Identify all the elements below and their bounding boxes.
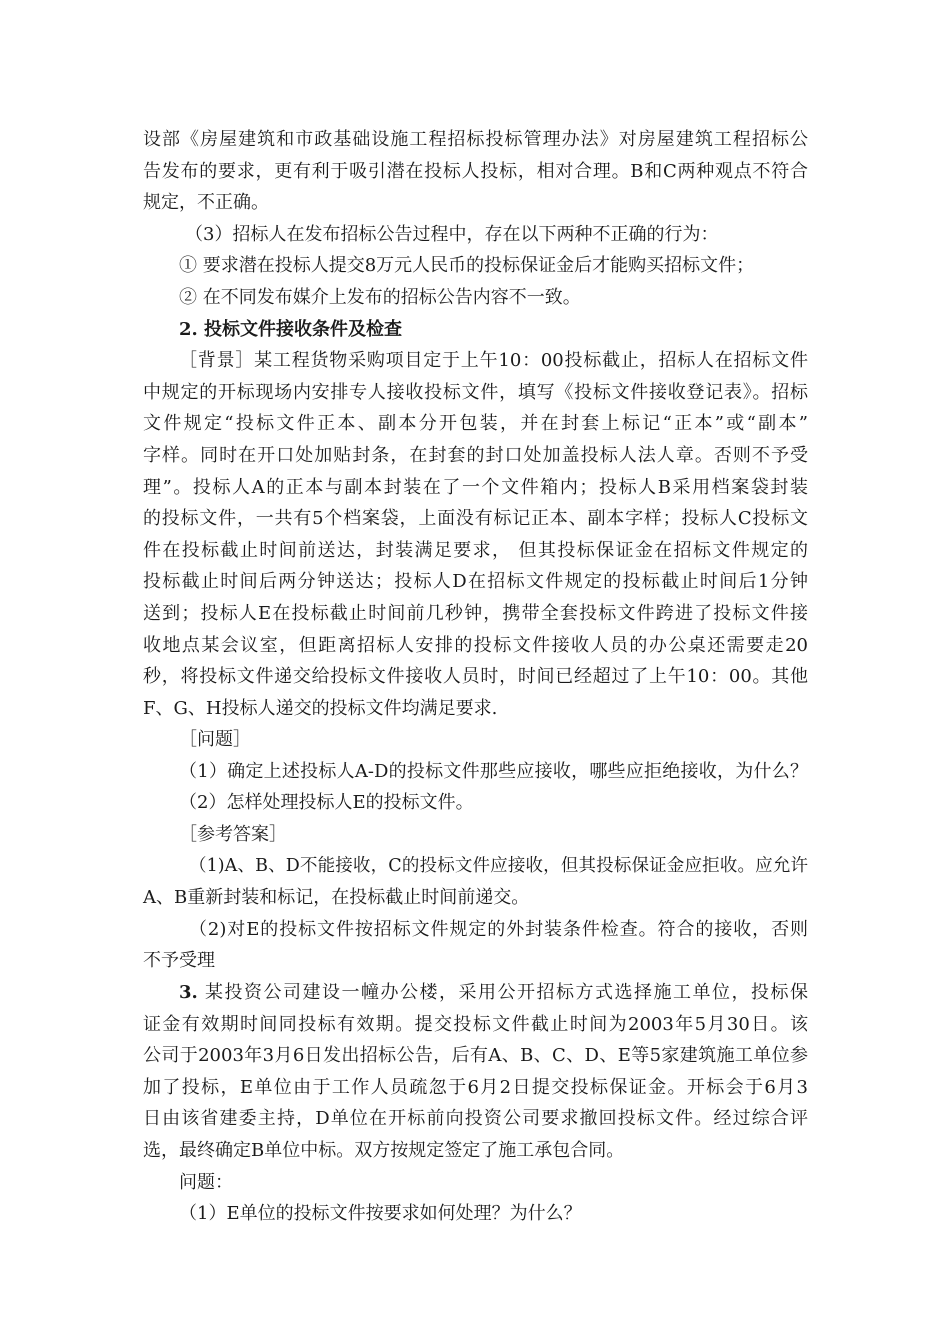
text-line: 证金有效期时间同投标有效期。提交投标文件截止时间为2003年5月30日。该 bbox=[143, 1013, 808, 1035]
text-line: 选，最终确定B单位中标。双方按规定签定了施工承包合同。 bbox=[143, 1140, 625, 1161]
text-line: 设部《房屋建筑和市政基础设施工程招标投标管理办法》对房屋建筑工程招标公 bbox=[143, 129, 808, 150]
text-line: 理”。投标人A的正本与副本封装在了一个文件箱内；投标人B采用档案袋封装 bbox=[143, 476, 808, 498]
text-line: （1）E单位的投标文件按要求如何处理？为什么？ bbox=[179, 1203, 582, 1225]
text-line: F、G、H投标人递交的投标文件均满足要求. bbox=[143, 697, 498, 719]
text-line: （1）确定上述投标人A-D的投标文件那些应接收，哪些应拒绝接收，为什么？ bbox=[179, 760, 808, 782]
text-line: （2）怎样处理投标人E的投标文件。 bbox=[179, 792, 474, 814]
text-line: 告发布的要求，更有利于吸引潜在投标人投标，相对合理。B和C两种观点不符合 bbox=[143, 160, 808, 182]
text-line: 公司于2003年3月6日发出招标公告，后有A、B、C、D、E等5家建筑施工单位参 bbox=[143, 1045, 808, 1067]
section-number: 3. bbox=[179, 982, 198, 1004]
document-page bbox=[143, 124, 808, 1230]
text-line: ［问题］ bbox=[179, 729, 251, 751]
text-line: 文件规定“投标文件正本、副本分开包装，并在封套上标记“正本”或“副本” bbox=[143, 413, 808, 435]
text-line: 规定，不正确。 bbox=[143, 192, 269, 214]
text-line: 不予受理 bbox=[143, 950, 215, 972]
text-line: 秒，将投标文件递交给投标文件接收人员时，时间已经超过了上午10：00。其他 bbox=[143, 666, 808, 688]
text-line: 2. 投标文件接收条件及检查 bbox=[179, 318, 403, 340]
text-line: 的投标文件，一共有5个档案袋，上面没有标记正本、副本字样；投标人C投标文 bbox=[143, 508, 808, 530]
text-line: （3）招标人在发布招标公告过程中，存在以下两种不正确的行为： bbox=[185, 223, 719, 245]
text-line: 投标截止时间后两分钟送达；投标人D在招标文件规定的投标截止时间后1分钟 bbox=[143, 571, 808, 593]
text-line: （1)A、B、D不能接收，C的投标文件应接收，但其投标保证金应拒收。应允许 bbox=[189, 855, 808, 876]
text-line: 日由该省建委主持，D单位在开标前向投资公司要求撤回投标文件。经过综合评 bbox=[143, 1108, 808, 1130]
text-line: 送到；投标人E在投标截止时间前几秒钟，携带全套投标文件跨进了投标文件接 bbox=[143, 602, 808, 624]
text-line: ① 要求潜在投标人提交8万元人民币的投标保证金后才能购买招标文件； bbox=[179, 255, 755, 277]
text-line: A、B重新封装和标记，在投标截止时间前递交。 bbox=[143, 887, 530, 909]
text-line: 件在投标截止时间前送达，封装满足要求， 但其投标保证金在招标文件规定的 bbox=[143, 539, 808, 561]
text-line: 字样。同时在开口处加贴封条，在封套的封口处加盖投标人法人章。否则不予受 bbox=[143, 444, 808, 466]
text-line: ② 在不同发布媒介上发布的招标公告内容不一致。 bbox=[179, 286, 581, 308]
text-line: 中规定的开标现场内安排专人接收投标文件，填写《投标文件接收登记表》。招标 bbox=[143, 381, 808, 403]
text-line: ［参考答案］ bbox=[179, 824, 287, 846]
text-line: 收地点某会议室，但距离招标人安排的投标文件接收人员的办公桌还需要走20 bbox=[143, 634, 808, 656]
text-line bbox=[143, 977, 808, 1009]
text-line: 加了投标，E单位由于工作人员疏忽于6月2日提交投标保证金。开标会于6月3 bbox=[143, 1076, 808, 1098]
text-line: （2)对E的投标文件按招标文件规定的外封装条件检查。符合的接收，否则 bbox=[189, 918, 808, 940]
line-text: 某投资公司建设一幢办公楼，采用公开招标方式选择施工单位，投标保 bbox=[197, 982, 808, 1004]
text-line: 问题： bbox=[179, 1171, 233, 1193]
text-line: ［背景］某工程货物采购项目定于上午10：00投标截止，招标人在招标文件 bbox=[179, 350, 808, 372]
